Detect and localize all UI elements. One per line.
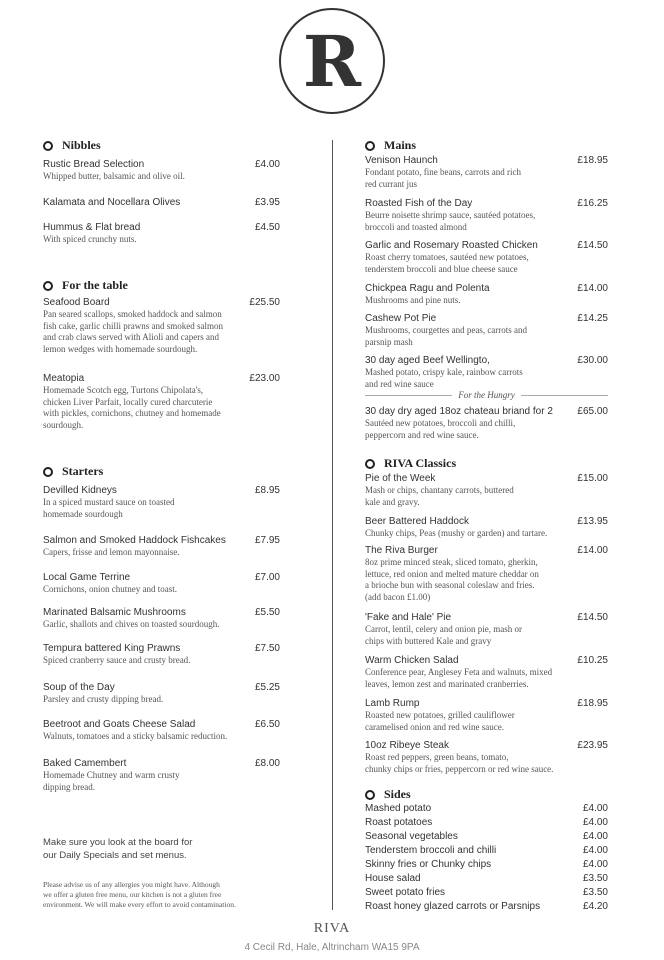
side-name: Roast honey glazed carrots or Parsnips	[365, 901, 541, 912]
item-description: Cornichons, onion chutney and toast.	[43, 584, 177, 594]
menu-item	[365, 544, 608, 603]
section-title: Nibbles	[62, 138, 101, 152]
menu-item	[365, 654, 608, 690]
starters-heading	[43, 464, 103, 479]
item-description: Mushrooms and pine nuts.	[365, 295, 461, 305]
menu-item	[43, 571, 288, 596]
item-description: leaves, lemon zest and marinated cranberries.	[365, 678, 529, 689]
item-price: £30.00	[577, 355, 608, 366]
item-description: lettuce, red onion and melted mature cheddar on	[365, 568, 539, 579]
side-item	[365, 803, 608, 817]
item-name: Beer Battered Haddock	[365, 516, 469, 527]
item-price: £14.00	[577, 545, 608, 556]
item-name: Local Game Terrine	[43, 572, 131, 583]
item-price: £13.95	[577, 516, 608, 527]
menu-item	[365, 282, 608, 307]
item-price: £15.00	[577, 473, 608, 484]
item-name: Cashew Pot Pie	[365, 313, 437, 324]
divider-line	[365, 395, 452, 396]
item-name: 30 day aged Beef Wellingto,	[365, 355, 490, 366]
menu-item	[365, 472, 608, 508]
section-title: For the table	[62, 278, 128, 292]
menu-item	[43, 296, 288, 355]
item-price: £7.00	[254, 572, 280, 583]
side-item	[365, 845, 608, 859]
item-name: 30 day dry aged 18oz chateau briand for 2	[365, 406, 553, 417]
sides-heading	[365, 787, 411, 802]
side-price: £4.20	[582, 901, 608, 912]
item-price: £14.25	[577, 313, 608, 324]
menu-item	[43, 196, 288, 209]
item-price: £7.50	[254, 643, 280, 654]
side-name: Sweet potato fries	[365, 887, 446, 898]
item-description: chunky chips or fries, peppercorn or red wine sauce.	[365, 763, 554, 774]
item-name: Pie of the Week	[365, 473, 436, 484]
menu-item	[365, 354, 608, 390]
item-name: Soup of the Day	[43, 682, 115, 693]
circle-bullet-icon	[43, 141, 53, 151]
allergy-note	[43, 880, 288, 910]
item-price: £65.00	[577, 406, 608, 417]
item-description: a brioche bun with seasonal coleslaw and fries.	[365, 580, 535, 590]
item-description: Capers, frisse and lemon mayonnaise.	[43, 547, 180, 557]
side-item	[365, 859, 608, 873]
item-price: £3.95	[254, 197, 280, 208]
item-description: Fondant potato, fine beans, carrots and rich	[365, 167, 521, 177]
item-description: Walnuts, tomatoes and a sticky balsamic reduction.	[43, 731, 228, 741]
item-price: £4.50	[254, 222, 280, 233]
item-description: and crab claws served with Alioli and capers and	[43, 332, 219, 342]
side-price: £4.00	[582, 845, 608, 856]
menu-item	[43, 221, 288, 246]
allergy-note-line: environment. We will make every effort to avoid contamination.	[43, 900, 236, 909]
circle-bullet-icon	[365, 790, 375, 800]
logo-letter: R	[302, 20, 362, 103]
item-description: red currant jus	[365, 178, 417, 189]
item-description: peppercorn and red wine sauce.	[365, 429, 479, 440]
item-name: Beetroot and Goats Cheese Salad	[43, 719, 196, 730]
item-description: Roast cherry tomatoes, sautéed new potatoes,	[365, 252, 529, 262]
side-name: House salad	[365, 873, 421, 884]
item-description: Carrot, lentil, celery and onion pie, mash or	[365, 624, 522, 634]
item-price: £16.25	[577, 198, 608, 209]
circle-bullet-icon	[43, 467, 53, 477]
item-description: kale and gravy.	[365, 496, 420, 507]
item-price: £18.95	[577, 698, 608, 709]
menu-item	[43, 718, 288, 743]
section-title: Mains	[384, 138, 417, 152]
menu-item	[43, 642, 288, 667]
menu-item	[365, 611, 608, 647]
menu-item	[365, 312, 608, 348]
item-description: Parsley and crusty dipping bread.	[43, 694, 164, 704]
allergy-note-line: we offer a gluten free menu, our kitchen is not a gluten free	[43, 890, 222, 899]
item-name: Devilled Kidneys	[43, 485, 117, 496]
board-note-line: our Daily Specials and set menus.	[43, 850, 187, 861]
item-description: lemon wedges with homemade sourdough.	[43, 343, 198, 354]
menu-item	[365, 515, 608, 540]
footer-address: 4 Cecil Rd, Hale, Altrincham WA15 9PA	[244, 942, 420, 953]
side-name: Tenderstem broccoli and chilli	[365, 845, 497, 856]
divider-line	[521, 395, 608, 396]
item-description: parsnip mash	[365, 336, 413, 347]
item-price: £14.50	[577, 240, 608, 251]
item-description: Roast red peppers, green beans, tomato,	[365, 752, 509, 762]
circle-bullet-icon	[365, 141, 375, 151]
menu-item	[43, 484, 288, 520]
item-description: Mushrooms, courgettes and peas, carrots and	[365, 325, 528, 335]
for-the-hungry-divider	[365, 390, 608, 400]
item-price: £23.00	[249, 373, 280, 384]
item-description: Pan seared scallops, smoked haddock and salmon	[43, 309, 222, 319]
item-name: Kalamata and Nocellara Olives	[43, 197, 181, 208]
side-item	[365, 873, 608, 887]
menu-item	[43, 534, 288, 559]
item-description: with pickles, cornichons, chutney and homemade	[43, 408, 221, 418]
side-price: £4.00	[582, 831, 608, 842]
item-name: The Riva Burger	[365, 545, 438, 556]
menu-item	[43, 757, 288, 793]
item-description: Roasted new potatoes, grilled cauliflower	[365, 710, 515, 720]
item-description: tenderstem broccoli and blue cheese sauce	[365, 263, 518, 274]
side-item	[365, 901, 608, 915]
item-price: £7.95	[254, 535, 280, 546]
side-name: Mashed potato	[365, 803, 432, 814]
item-description: broccoli and toasted almond	[365, 221, 467, 232]
item-description: homemade sourdough	[43, 508, 123, 519]
side-price: £4.00	[582, 817, 608, 828]
menu-item	[43, 372, 288, 431]
item-name: Baked Camembert	[43, 758, 127, 769]
item-description: Mashed potato, crispy kale, rainbow carrots	[365, 367, 523, 377]
item-name: 10oz Ribeye Steak	[365, 740, 449, 751]
item-price: £4.00	[254, 159, 280, 170]
side-item	[365, 887, 608, 901]
item-price: £5.50	[254, 607, 280, 618]
circle-bullet-icon	[43, 281, 53, 291]
section-title: Sides	[384, 787, 411, 801]
allergy-note-line: Please advise us of any allergies you might have. Although	[43, 880, 220, 889]
item-price: £8.95	[254, 485, 280, 496]
side-price: £3.50	[582, 873, 608, 884]
menu-item	[43, 681, 288, 706]
circle-bullet-icon	[365, 459, 375, 469]
for-the-table-heading	[43, 278, 128, 293]
right-column	[365, 0, 608, 960]
mains-heading	[365, 138, 416, 153]
section-title: RIVA Classics	[384, 456, 457, 470]
item-name: 'Fake and Hale' Pie	[365, 612, 452, 623]
item-name: Seafood Board	[43, 297, 110, 308]
item-price: £14.00	[577, 283, 608, 294]
nibbles-heading	[43, 138, 101, 153]
item-description: 8oz prime minced steak, sliced tomato, gherkin,	[365, 557, 538, 567]
item-name: Chickpea Ragu and Polenta	[365, 283, 490, 294]
item-description: fish cake, garlic chilli prawns and smoked salmon	[43, 320, 223, 331]
side-name: Seasonal vegetables	[365, 831, 458, 842]
item-description: and red wine sauce	[365, 378, 434, 389]
item-name: Warm Chicken Salad	[365, 655, 459, 666]
item-description: Garlic, shallots and chives on toasted sourdough.	[43, 619, 220, 629]
item-description: Conference pear, Anglesey Feta and walnuts, mixed	[365, 667, 553, 677]
item-price: £23.95	[577, 740, 608, 751]
left-column	[43, 0, 288, 960]
board-note-line: Make sure you look at the board for	[43, 837, 193, 848]
side-price: £4.00	[582, 859, 608, 870]
menu-item	[43, 606, 288, 631]
menu-item	[43, 158, 288, 183]
item-description: sourdough.	[43, 419, 84, 430]
side-item	[365, 831, 608, 845]
item-description: In a spiced mustard sauce on toasted	[43, 497, 175, 507]
menu-item	[365, 154, 608, 190]
item-description: caramelised onion and red wine sauce.	[365, 721, 504, 732]
item-description: dipping bread.	[43, 781, 95, 792]
column-divider	[332, 140, 333, 910]
item-description: Chunky chips, Peas (mushy or garden) and tartare.	[365, 528, 548, 538]
menu-item	[365, 697, 608, 733]
item-name: Garlic and Rosemary Roasted Chicken	[365, 240, 538, 251]
item-name: Lamb Rump	[365, 698, 420, 709]
menu-item	[365, 239, 608, 275]
side-price: £3.50	[582, 887, 608, 898]
item-name: Meatopia	[43, 373, 85, 384]
item-description: Beurre noisette shrimp sauce, sautéed potatoes,	[365, 210, 536, 220]
board-note	[43, 836, 243, 862]
item-price: £10.25	[577, 655, 608, 666]
item-description: (add bacon £1.00)	[365, 591, 431, 602]
footer-restaurant-name: RIVA	[313, 921, 351, 936]
item-name: Hummus & Flat bread	[43, 222, 141, 233]
item-description: Homemade Scotch egg, Turtons Chipolata's,	[43, 385, 204, 395]
item-name: Marinated Balsamic Mushrooms	[43, 607, 186, 618]
item-price: £18.95	[577, 155, 608, 166]
item-price: £8.00	[254, 758, 280, 769]
item-name: Rustic Bread Selection	[43, 159, 145, 170]
item-name: Venison Haunch	[365, 155, 438, 166]
item-price: £25.50	[249, 297, 280, 308]
item-price: £14.50	[577, 612, 608, 623]
item-description: Homemade Chutney and warm crusty	[43, 770, 180, 780]
item-description: Whipped butter, balsamic and olive oil.	[43, 171, 185, 181]
item-description: Sautéed new potatoes, broccoli and chilli,	[365, 418, 516, 428]
item-price: £5.25	[254, 682, 280, 693]
menu-item	[365, 739, 608, 775]
item-description: With spiced crunchy nuts.	[43, 234, 137, 244]
item-name: Tempura battered King Prawns	[43, 643, 181, 654]
item-price: £6.50	[254, 719, 280, 730]
menu-item	[365, 405, 608, 441]
riva-classics-heading	[365, 456, 456, 471]
item-name: Salmon and Smoked Haddock Fishcakes	[43, 535, 226, 546]
for-the-hungry-label: For the Hungry	[458, 390, 515, 400]
section-title: Starters	[62, 464, 104, 478]
side-item	[365, 817, 608, 831]
item-description: chicken Liver Parfait, locally cured charcuterie	[43, 396, 213, 407]
menu-item	[365, 197, 608, 233]
item-description: Mash or chips, chantany carrots, buttered	[365, 485, 514, 495]
side-price: £4.00	[582, 803, 608, 814]
item-name: Roasted Fish of the Day	[365, 198, 473, 209]
side-name: Roast potatoes	[365, 817, 433, 828]
side-name: Skinny fries or Chunky chips	[365, 859, 492, 870]
item-description: Spiced cranberry sauce and crusty bread.	[43, 655, 191, 665]
item-description: chips with buttered Kale and gravy	[365, 635, 492, 646]
